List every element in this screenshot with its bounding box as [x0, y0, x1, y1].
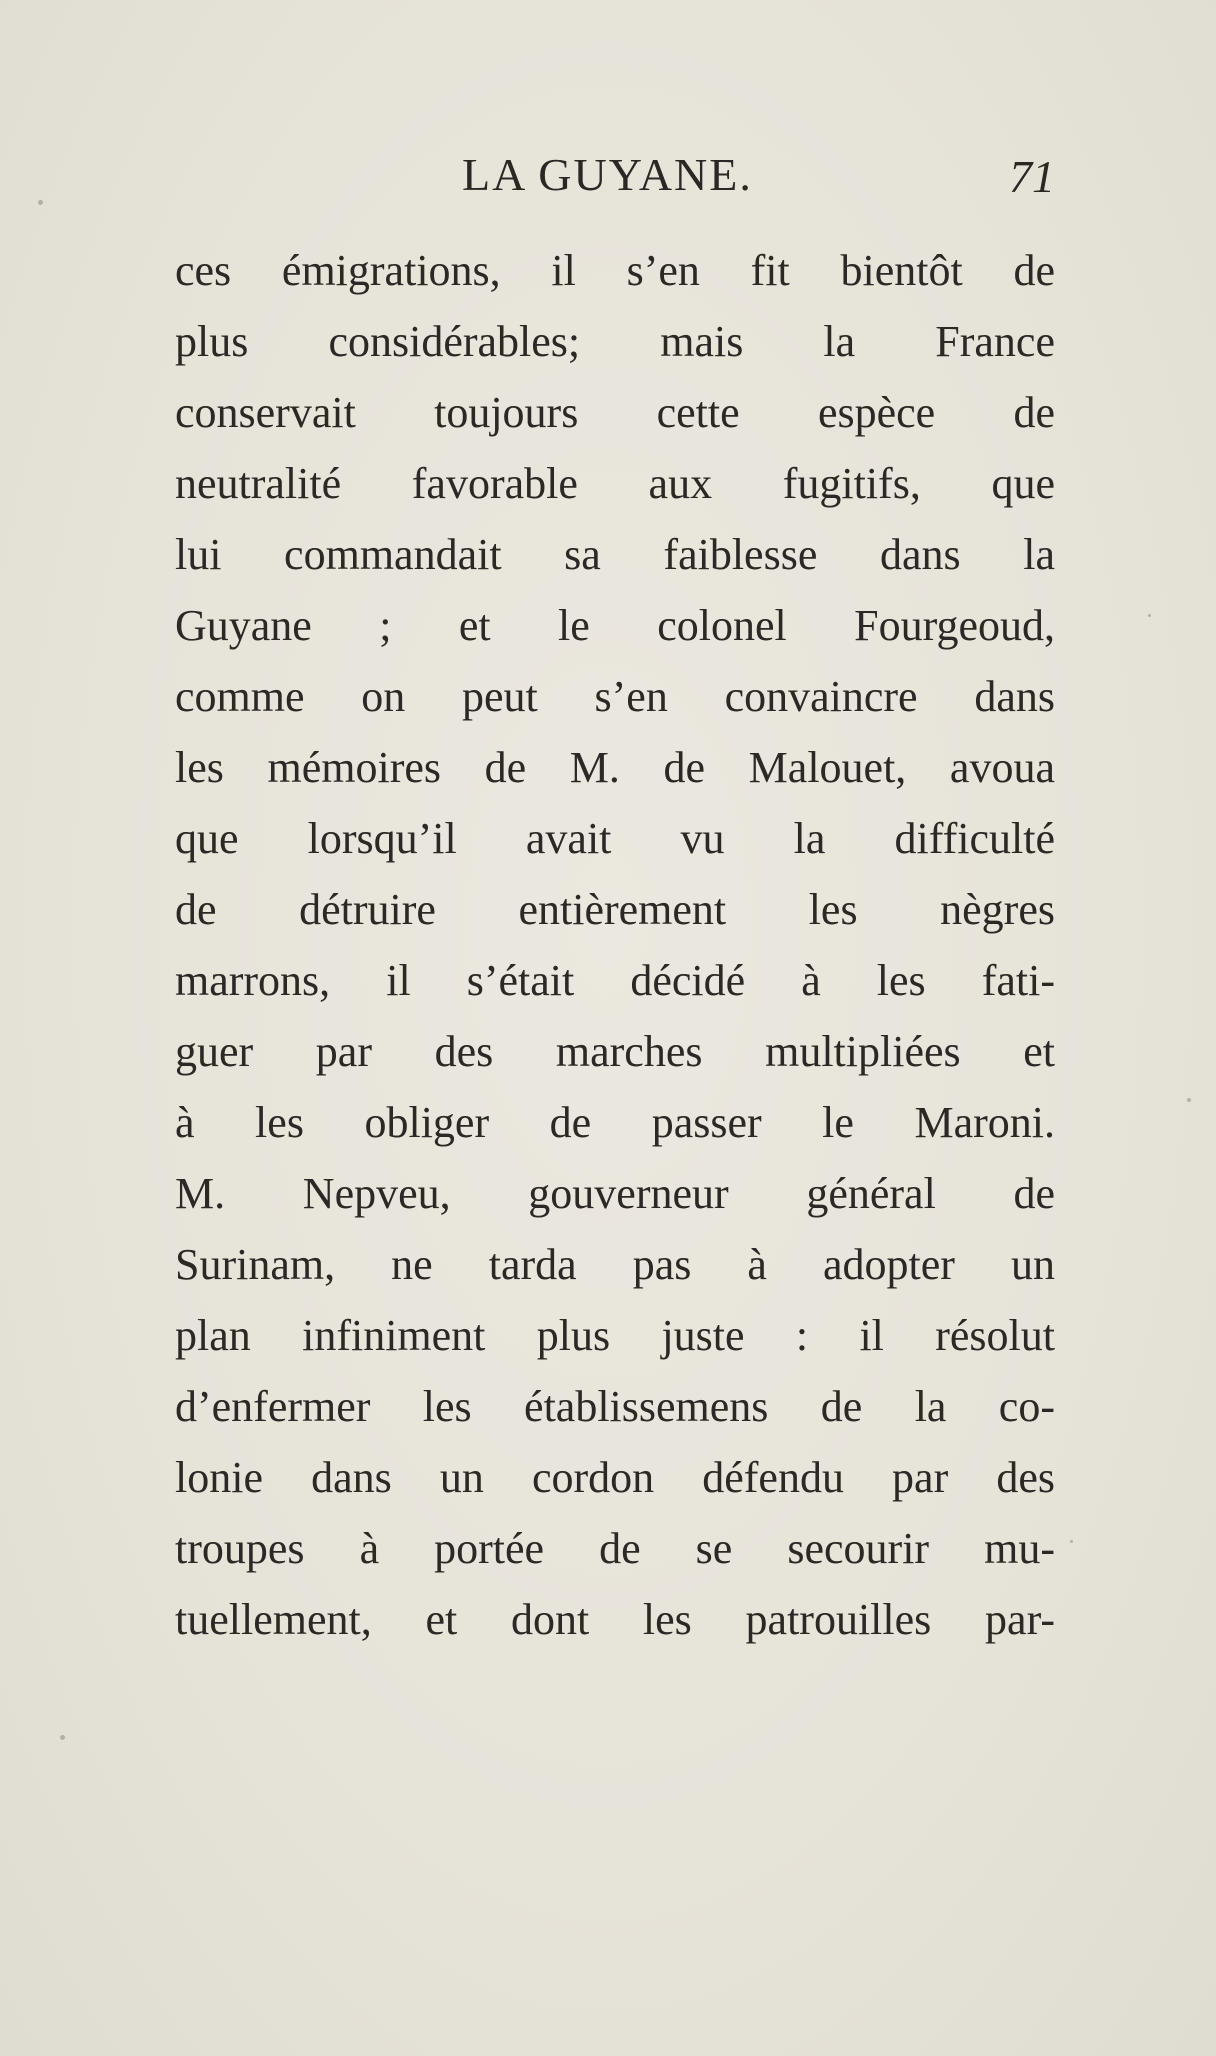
paper-speck	[1148, 614, 1151, 617]
text-line: conservait toujours cette espèce de	[175, 388, 1055, 437]
text-line: marrons, il s’était décidé à les fati-	[175, 956, 1055, 1005]
text-line: lui commandait sa faiblesse dans la	[175, 530, 1055, 579]
paper-speck	[38, 200, 43, 205]
text-line: plan infiniment plus juste : il résolut	[175, 1311, 1055, 1360]
text-line: plus considérables; mais la France	[175, 317, 1055, 366]
text-line: M. Nepveu, gouverneur général de	[175, 1169, 1055, 1218]
text-line: tuellement, et dont les patrouilles par-	[175, 1595, 1055, 1644]
running-title: LA GUYANE.	[462, 149, 753, 200]
text-line: de détruire entièrement les nègres	[175, 885, 1055, 934]
body-text	[175, 235, 1055, 1655]
text-line: guer par des marches multipliées et	[175, 1027, 1055, 1076]
text-line: à les obliger de passer le Maroni.	[175, 1098, 1055, 1147]
text-line: les mémoires de M. de Malouet, avoua	[175, 743, 1055, 792]
text-line: troupes à portée de se secourir mu-	[175, 1524, 1055, 1573]
text-line: que lorsqu’il avait vu la difficulté	[175, 814, 1055, 863]
paper-speck	[1070, 1540, 1073, 1543]
text-line: neutralité favorable aux fugitifs, que	[175, 459, 1055, 508]
text-line: Guyane ; et le colonel Fourgeoud,	[175, 601, 1055, 650]
paper-speck	[60, 1735, 65, 1740]
text-line: ces émigrations, il s’en fit bientôt de	[175, 246, 1055, 295]
text-line: d’enfermer les établissemens de la co-	[175, 1382, 1055, 1431]
text-line: lonie dans un cordon défendu par des	[175, 1453, 1055, 1502]
text-line: comme on peut s’en convaincre dans	[175, 672, 1055, 721]
running-head	[175, 148, 1055, 208]
text-line: Surinam, ne tarda pas à adopter un	[175, 1240, 1055, 1289]
paper-speck	[1187, 1098, 1191, 1102]
page-number: 71	[1009, 151, 1055, 202]
